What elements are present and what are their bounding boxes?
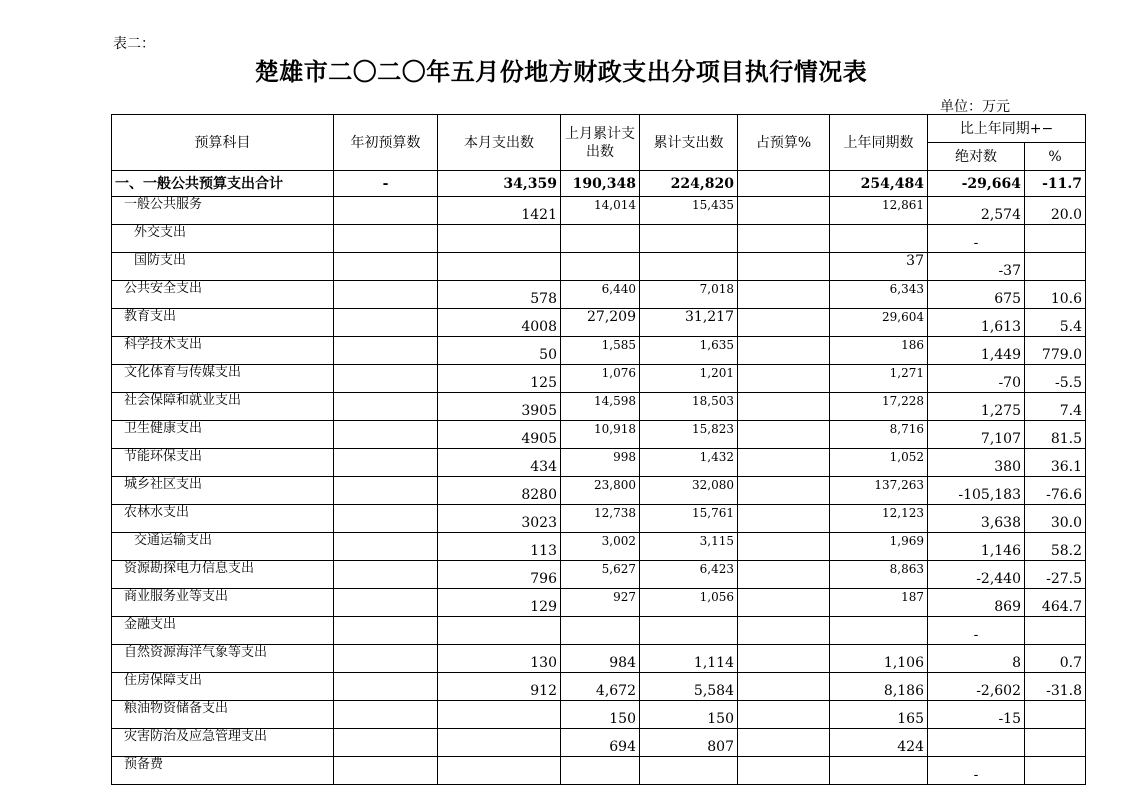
row-percent-change: 0.7 — [1025, 645, 1086, 673]
row-prev-cumulative — [561, 253, 640, 281]
row-annual-budget — [334, 617, 438, 645]
table-row — [112, 533, 1086, 561]
row-budget-percent — [738, 253, 830, 281]
row-month-expenditure: 3905 — [438, 393, 561, 421]
table-row — [112, 393, 1086, 421]
row-absolute-change — [928, 729, 1025, 757]
row-percent-change: 10.6 — [1025, 281, 1086, 309]
row-absolute-change: - — [928, 617, 1025, 645]
row-prev-cumulative: 3,002 — [561, 533, 640, 561]
row-budget-percent — [738, 533, 830, 561]
row-prev-cumulative: 10,918 — [561, 421, 640, 449]
row-last-year: 1,271 — [830, 365, 928, 393]
row-absolute-change: 8 — [928, 645, 1025, 673]
row-month-expenditure — [438, 225, 561, 253]
row-absolute-change: -70 — [928, 365, 1025, 393]
row-subject: 资源勘探电力信息支出 — [112, 561, 334, 589]
header-budget-percent: 占预算% — [738, 115, 830, 171]
header-month-expenditure: 本月支出数 — [438, 115, 561, 171]
row-month-expenditure: 4008 — [438, 309, 561, 337]
row-cumulative-expenditure: 807 — [640, 729, 738, 757]
row-prev-cumulative — [561, 757, 640, 785]
table-row — [112, 589, 1086, 617]
header-percent: % — [1025, 143, 1086, 171]
row-percent-change: 7.4 — [1025, 393, 1086, 421]
row-month-expenditure: 912 — [438, 673, 561, 701]
row-budget-percent — [738, 617, 830, 645]
row-month-expenditure: 578 — [438, 281, 561, 309]
total-last-year: 254,484 — [830, 171, 928, 197]
total-row — [112, 171, 1086, 197]
row-cumulative-expenditure: 3,115 — [640, 533, 738, 561]
table-row — [112, 197, 1086, 225]
row-annual-budget — [334, 253, 438, 281]
row-last-year: 17,228 — [830, 393, 928, 421]
row-percent-change — [1025, 757, 1086, 785]
row-budget-percent — [738, 337, 830, 365]
row-subject: 公共安全支出 — [112, 281, 334, 309]
header-subject: 预算科目 — [112, 115, 334, 171]
expenditure-table — [111, 114, 1086, 785]
total-cumulative-expenditure: 224,820 — [640, 171, 738, 197]
row-month-expenditure: 129 — [438, 589, 561, 617]
row-subject: 科学技术支出 — [112, 337, 334, 365]
row-annual-budget — [334, 533, 438, 561]
row-month-expenditure — [438, 253, 561, 281]
table-row — [112, 673, 1086, 701]
table-row — [112, 421, 1086, 449]
row-budget-percent — [738, 449, 830, 477]
row-absolute-change: -37 — [928, 253, 1025, 281]
row-budget-percent — [738, 309, 830, 337]
row-budget-percent — [738, 281, 830, 309]
table-row — [112, 561, 1086, 589]
row-month-expenditure: 8280 — [438, 477, 561, 505]
row-percent-change — [1025, 617, 1086, 645]
row-cumulative-expenditure: 1,635 — [640, 337, 738, 365]
row-percent-change — [1025, 253, 1086, 281]
row-cumulative-expenditure: 15,823 — [640, 421, 738, 449]
row-budget-percent — [738, 505, 830, 533]
row-percent-change: 58.2 — [1025, 533, 1086, 561]
row-budget-percent — [738, 645, 830, 673]
row-budget-percent — [738, 701, 830, 729]
row-subject: 外交支出 — [112, 225, 334, 253]
row-annual-budget — [334, 645, 438, 673]
row-absolute-change: 3,638 — [928, 505, 1025, 533]
row-month-expenditure — [438, 757, 561, 785]
row-budget-percent — [738, 365, 830, 393]
row-annual-budget — [334, 589, 438, 617]
row-subject: 商业服务业等支出 — [112, 589, 334, 617]
row-absolute-change: 2,574 — [928, 197, 1025, 225]
row-annual-budget — [334, 729, 438, 757]
table-row — [112, 505, 1086, 533]
row-annual-budget — [334, 337, 438, 365]
row-absolute-change: - — [928, 757, 1025, 785]
unit-label: 单位：万元 — [940, 99, 1010, 115]
row-prev-cumulative: 5,627 — [561, 561, 640, 589]
row-month-expenditure: 4905 — [438, 421, 561, 449]
total-name: 一、一般公共预算支出合计 — [112, 171, 334, 197]
row-cumulative-expenditure: 18,503 — [640, 393, 738, 421]
row-absolute-change: - — [928, 225, 1025, 253]
row-absolute-change: -2,440 — [928, 561, 1025, 589]
row-annual-budget — [334, 421, 438, 449]
row-cumulative-expenditure — [640, 225, 738, 253]
row-month-expenditure — [438, 617, 561, 645]
row-percent-change: 36.1 — [1025, 449, 1086, 477]
row-absolute-change: 7,107 — [928, 421, 1025, 449]
total-prev-cumulative: 190,348 — [561, 171, 640, 197]
row-percent-change — [1025, 729, 1086, 757]
row-last-year: 1,106 — [830, 645, 928, 673]
row-cumulative-expenditure: 5,584 — [640, 673, 738, 701]
table-row — [112, 449, 1086, 477]
row-last-year: 424 — [830, 729, 928, 757]
row-last-year: 8,186 — [830, 673, 928, 701]
row-subject: 国防支出 — [112, 253, 334, 281]
row-last-year — [830, 757, 928, 785]
table-row — [112, 253, 1086, 281]
row-annual-budget — [334, 505, 438, 533]
header-last-year-same-period: 上年同期数 — [830, 115, 928, 171]
row-absolute-change: -2,602 — [928, 673, 1025, 701]
row-last-year: 1,969 — [830, 533, 928, 561]
row-annual-budget — [334, 477, 438, 505]
row-budget-percent — [738, 729, 830, 757]
row-cumulative-expenditure: 1,056 — [640, 589, 738, 617]
header-compare-last-year: 比上年同期+− — [928, 115, 1086, 143]
row-last-year: 12,123 — [830, 505, 928, 533]
row-month-expenditure — [438, 701, 561, 729]
row-last-year: 6,343 — [830, 281, 928, 309]
row-month-expenditure: 434 — [438, 449, 561, 477]
row-subject: 节能环保支出 — [112, 449, 334, 477]
row-subject: 粮油物资储备支出 — [112, 701, 334, 729]
row-last-year: 186 — [830, 337, 928, 365]
row-absolute-change: 380 — [928, 449, 1025, 477]
row-percent-change: -27.5 — [1025, 561, 1086, 589]
row-month-expenditure: 1421 — [438, 197, 561, 225]
row-budget-percent — [738, 477, 830, 505]
row-subject: 交通运输支出 — [112, 533, 334, 561]
row-absolute-change: 1,449 — [928, 337, 1025, 365]
row-prev-cumulative: 694 — [561, 729, 640, 757]
row-prev-cumulative — [561, 617, 640, 645]
row-absolute-change: 1,613 — [928, 309, 1025, 337]
row-subject: 卫生健康支出 — [112, 421, 334, 449]
header-absolute: 绝对数 — [928, 143, 1025, 171]
row-percent-change: 30.0 — [1025, 505, 1086, 533]
row-last-year — [830, 225, 928, 253]
row-subject: 文化体育与传媒支出 — [112, 365, 334, 393]
row-percent-change: -5.5 — [1025, 365, 1086, 393]
table-row — [112, 757, 1086, 785]
row-prev-cumulative: 984 — [561, 645, 640, 673]
row-cumulative-expenditure: 15,435 — [640, 197, 738, 225]
row-month-expenditure: 50 — [438, 337, 561, 365]
row-percent-change: -31.8 — [1025, 673, 1086, 701]
row-subject: 一般公共服务 — [112, 197, 334, 225]
table-row — [112, 477, 1086, 505]
row-budget-percent — [738, 421, 830, 449]
table-row — [112, 225, 1086, 253]
row-cumulative-expenditure: 31,217 — [640, 309, 738, 337]
table-row — [112, 645, 1086, 673]
row-last-year: 137,263 — [830, 477, 928, 505]
row-month-expenditure: 796 — [438, 561, 561, 589]
row-prev-cumulative: 12,738 — [561, 505, 640, 533]
row-prev-cumulative: 1,585 — [561, 337, 640, 365]
row-cumulative-expenditure: 7,018 — [640, 281, 738, 309]
row-month-expenditure: 125 — [438, 365, 561, 393]
row-cumulative-expenditure: 150 — [640, 701, 738, 729]
row-absolute-change: 1,275 — [928, 393, 1025, 421]
row-cumulative-expenditure: 1,432 — [640, 449, 738, 477]
row-annual-budget — [334, 393, 438, 421]
row-percent-change — [1025, 701, 1086, 729]
total-month-expenditure: 34,359 — [438, 171, 561, 197]
row-last-year: 12,861 — [830, 197, 928, 225]
row-annual-budget — [334, 281, 438, 309]
row-absolute-change: 869 — [928, 589, 1025, 617]
row-subject: 预备费 — [112, 757, 334, 785]
row-prev-cumulative: 6,440 — [561, 281, 640, 309]
total-absolute-change: -29,664 — [928, 171, 1025, 197]
row-annual-budget — [334, 309, 438, 337]
row-cumulative-expenditure: 32,080 — [640, 477, 738, 505]
row-subject: 灾害防治及应急管理支出 — [112, 729, 334, 757]
row-last-year: 29,604 — [830, 309, 928, 337]
row-prev-cumulative: 14,014 — [561, 197, 640, 225]
row-annual-budget — [334, 197, 438, 225]
row-prev-cumulative: 150 — [561, 701, 640, 729]
row-subject: 教育支出 — [112, 309, 334, 337]
row-cumulative-expenditure — [640, 757, 738, 785]
row-percent-change: 20.0 — [1025, 197, 1086, 225]
row-subject: 社会保障和就业支出 — [112, 393, 334, 421]
row-annual-budget — [334, 757, 438, 785]
row-budget-percent — [738, 673, 830, 701]
row-month-expenditure: 113 — [438, 533, 561, 561]
row-absolute-change: -15 — [928, 701, 1025, 729]
table-row — [112, 617, 1086, 645]
row-absolute-change: -105,183 — [928, 477, 1025, 505]
header-prev-cumulative: 上月累计支出数 — [561, 115, 640, 171]
row-cumulative-expenditure: 15,761 — [640, 505, 738, 533]
row-percent-change: 779.0 — [1025, 337, 1086, 365]
table-row — [112, 309, 1086, 337]
row-prev-cumulative: 998 — [561, 449, 640, 477]
row-last-year: 165 — [830, 701, 928, 729]
table-row — [112, 337, 1086, 365]
row-percent-change: 5.4 — [1025, 309, 1086, 337]
row-percent-change: 464.7 — [1025, 589, 1086, 617]
row-prev-cumulative: 27,209 — [561, 309, 640, 337]
row-annual-budget — [334, 701, 438, 729]
page-title: 楚雄市二〇二〇年五月份地方财政支出分项目执行情况表 — [254, 57, 868, 86]
total-annual-budget: - — [334, 171, 438, 197]
row-last-year: 8,716 — [830, 421, 928, 449]
row-last-year: 8,863 — [830, 561, 928, 589]
row-subject: 住房保障支出 — [112, 673, 334, 701]
row-month-expenditure: 3023 — [438, 505, 561, 533]
row-percent-change: 81.5 — [1025, 421, 1086, 449]
row-budget-percent — [738, 561, 830, 589]
header-cumulative-expenditure: 累计支出数 — [640, 115, 738, 171]
row-cumulative-expenditure — [640, 253, 738, 281]
row-absolute-change: 675 — [928, 281, 1025, 309]
row-budget-percent — [738, 197, 830, 225]
row-cumulative-expenditure — [640, 617, 738, 645]
row-cumulative-expenditure: 6,423 — [640, 561, 738, 589]
row-annual-budget — [334, 225, 438, 253]
row-percent-change: -76.6 — [1025, 477, 1086, 505]
row-month-expenditure: 130 — [438, 645, 561, 673]
table-row — [112, 365, 1086, 393]
row-budget-percent — [738, 225, 830, 253]
row-percent-change — [1025, 225, 1086, 253]
row-prev-cumulative: 23,800 — [561, 477, 640, 505]
row-cumulative-expenditure: 1,114 — [640, 645, 738, 673]
total-budget-percent — [738, 171, 830, 197]
row-subject: 自然资源海洋气象等支出 — [112, 645, 334, 673]
row-last-year — [830, 617, 928, 645]
table-row — [112, 281, 1086, 309]
row-prev-cumulative — [561, 225, 640, 253]
row-budget-percent — [738, 393, 830, 421]
row-cumulative-expenditure: 1,201 — [640, 365, 738, 393]
table-row — [112, 729, 1086, 757]
table-number-label: 表二： — [113, 36, 155, 52]
row-last-year: 37 — [830, 253, 928, 281]
row-prev-cumulative: 14,598 — [561, 393, 640, 421]
row-annual-budget — [334, 561, 438, 589]
row-subject: 城乡社区支出 — [112, 477, 334, 505]
row-month-expenditure — [438, 729, 561, 757]
row-last-year: 1,052 — [830, 449, 928, 477]
total-percent-change: -11.7 — [1025, 171, 1086, 197]
table-row — [112, 701, 1086, 729]
row-prev-cumulative: 927 — [561, 589, 640, 617]
row-subject: 农林水支出 — [112, 505, 334, 533]
row-absolute-change: 1,146 — [928, 533, 1025, 561]
row-budget-percent — [738, 757, 830, 785]
row-budget-percent — [738, 589, 830, 617]
row-prev-cumulative: 4,672 — [561, 673, 640, 701]
row-annual-budget — [334, 673, 438, 701]
row-annual-budget — [334, 365, 438, 393]
row-prev-cumulative: 1,076 — [561, 365, 640, 393]
row-last-year: 187 — [830, 589, 928, 617]
row-subject: 金融支出 — [112, 617, 334, 645]
row-annual-budget — [334, 449, 438, 477]
header-annual-budget: 年初预算数 — [334, 115, 438, 171]
